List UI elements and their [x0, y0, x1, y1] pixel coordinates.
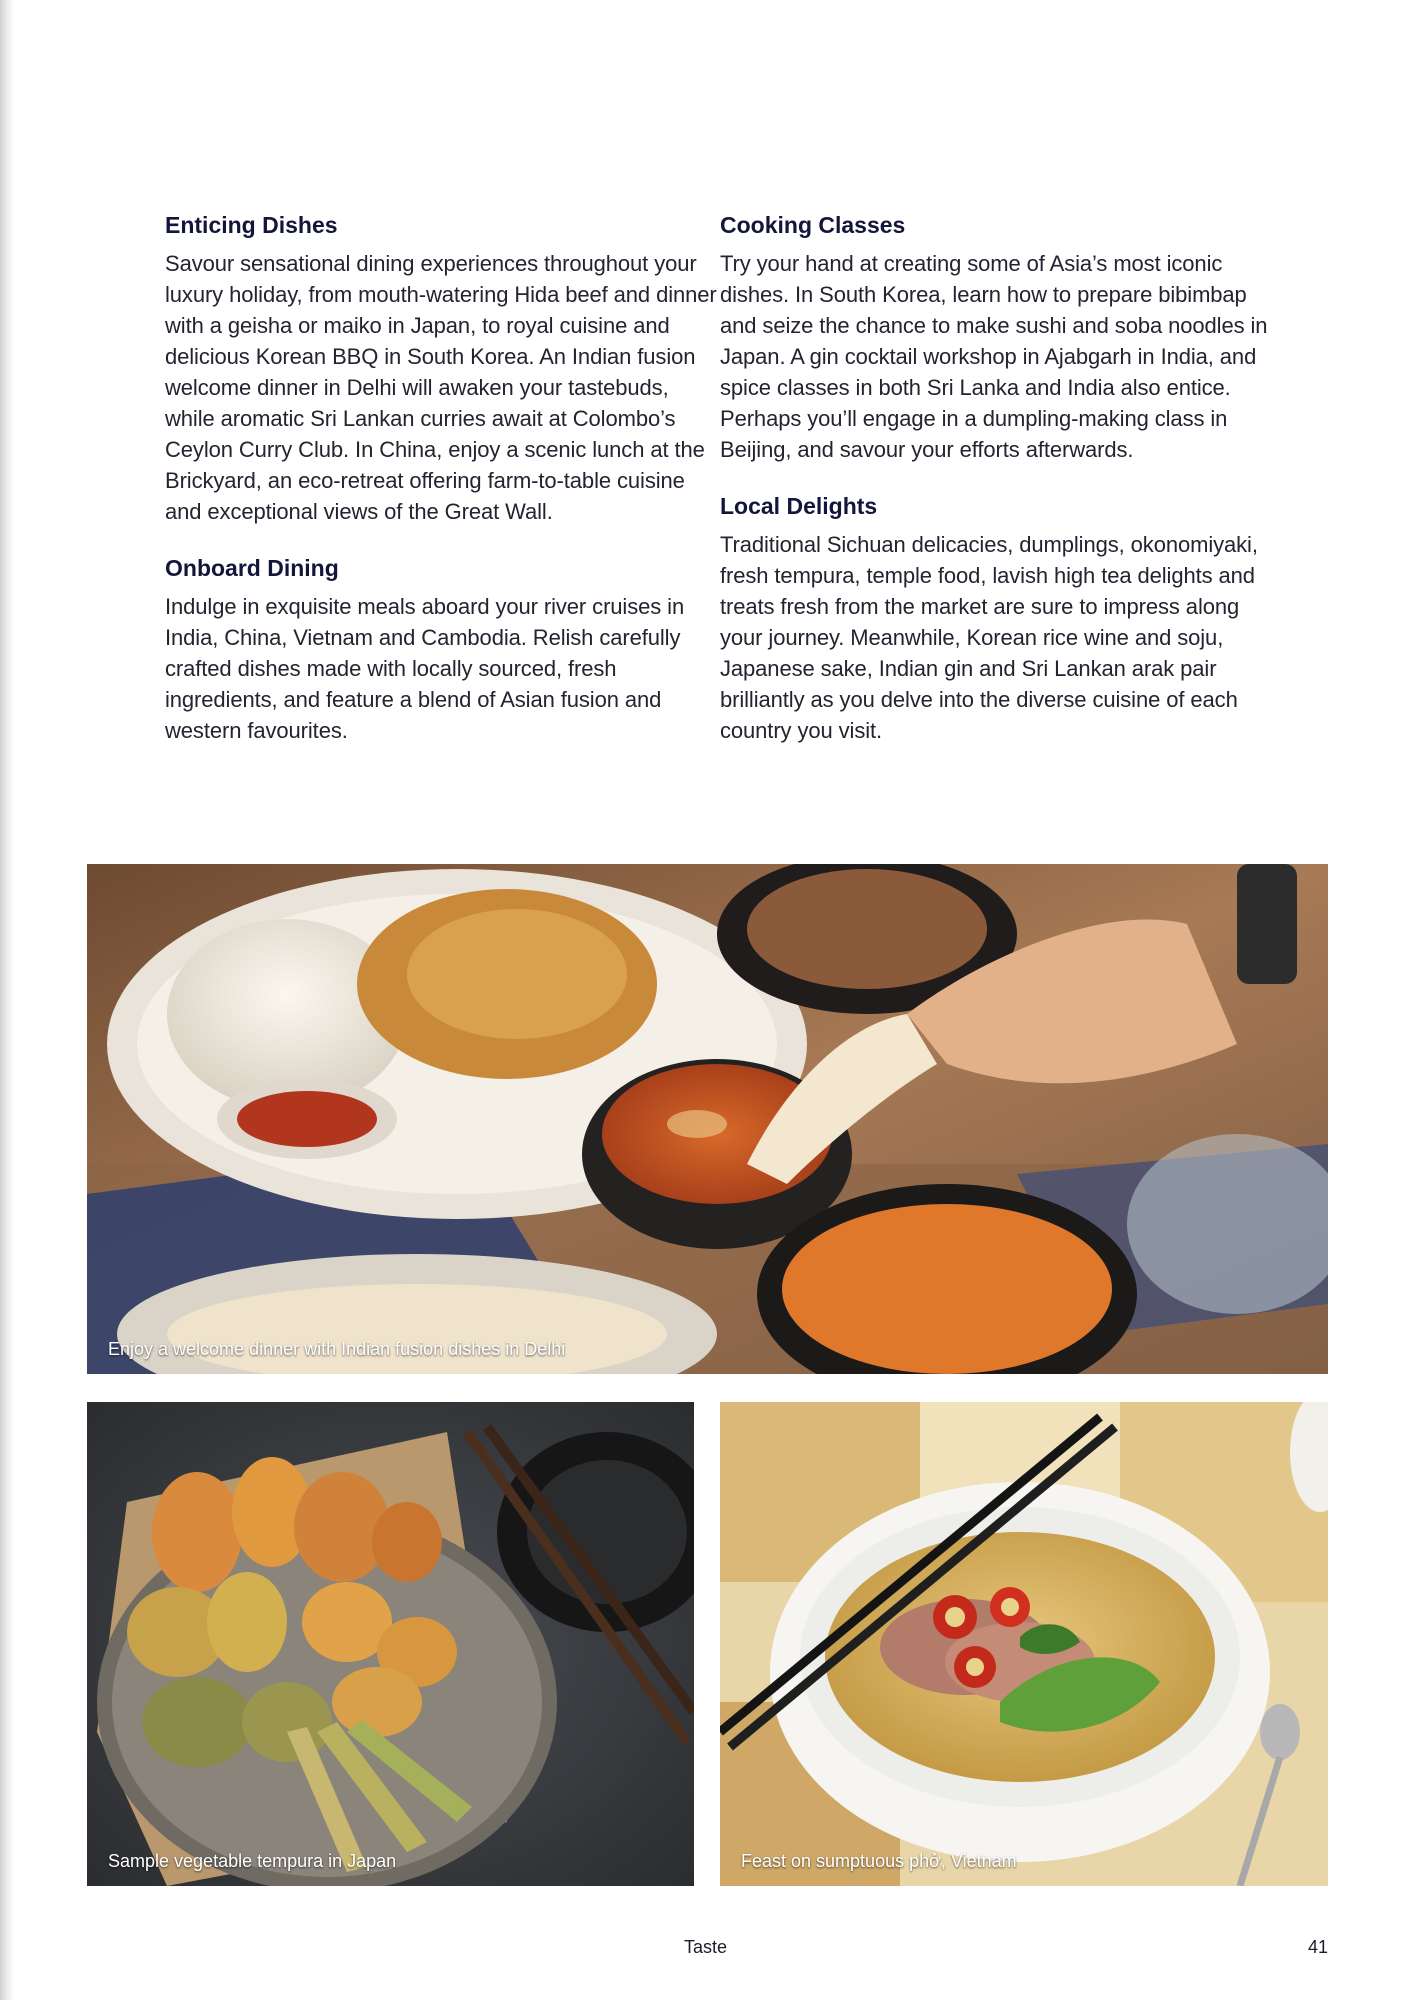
- section-body: Traditional Sichuan delicacies, dumplings, okonomiyaki, fresh tempura, temple food, lavish high tea delights and treats fresh from the market are sure to impress along your journey. Meanwhile, Korean rice wine and soju, Japanese sake, Indian gin and Sri Lankan arak pair brilliantly as you delve into the diverse cuisine of each country you visit.: [720, 532, 1258, 743]
- photo-caption: Feast on sumptuous phở, Vietnam: [741, 1851, 1017, 1871]
- section-onboard-dining: [165, 553, 720, 746]
- section-cooking-classes: [720, 210, 1275, 465]
- footer-section-label: Taste: [684, 1937, 728, 1957]
- pho-illustration: [720, 1402, 1328, 1886]
- section-body: Savour sensational dining experiences throughout your luxury holiday, from mouth-watering Hida beef and dinner with a geisha or maiko in Japan, to royal cuisine and delicious Korean BBQ in South Korea. An Indian fusion welcome dinner in Delhi will awaken your tastebuds, while aromatic Sri Lankan curries await at Colombo’s Ceylon Curry Club. In China, enjoy a scenic lunch at the Brickyard, an eco-retreat offering farm-to-table cuisine and exceptional views of the Great Wall.: [165, 251, 717, 524]
- section-heading: Onboard Dining: [165, 555, 339, 581]
- right-column: [720, 210, 1275, 772]
- section-body: Try your hand at creating some of Asia’s most iconic dishes. In South Korea, learn how to prepare bibimbap and seize the chance to make sushi and soba noodles in Japan. A gin cocktail workshop in Ajabgarh in India, and spice classes in both Sri Lanka and India also entice. Perhaps you’ll engage in a dumpling-making class in Beijing, and savour your efforts afterwards.: [720, 251, 1268, 462]
- section-enticing-dishes: [165, 210, 720, 527]
- photo-pho-vietnam: [720, 1402, 1328, 1886]
- section-body: Indulge in exquisite meals aboard your river cruises in India, China, Vietnam and Cambodia. Relish carefully crafted dishes made with locally sourced, fresh ingredients, and feature a blend of Asian fusion and western favourites.: [165, 594, 685, 743]
- section-heading: Enticing Dishes: [165, 212, 338, 238]
- indian-dinner-illustration: [87, 864, 1328, 1374]
- photo-caption: Enjoy a welcome dinner with Indian fusion dishes in Delhi: [108, 1339, 566, 1359]
- tempura-illustration: [87, 1402, 694, 1886]
- photo-caption: Sample vegetable tempura in Japan: [108, 1851, 397, 1871]
- page-number: 41: [1308, 1937, 1329, 1957]
- left-column: [165, 210, 720, 772]
- photo-indian-fusion-dinner: [87, 864, 1328, 1374]
- section-local-delights: [720, 491, 1275, 746]
- section-heading: Cooking Classes: [720, 212, 906, 238]
- page-edge-shadow: [0, 0, 14, 2000]
- section-heading: Local Delights: [720, 493, 878, 519]
- photo-vegetable-tempura: [87, 1402, 694, 1886]
